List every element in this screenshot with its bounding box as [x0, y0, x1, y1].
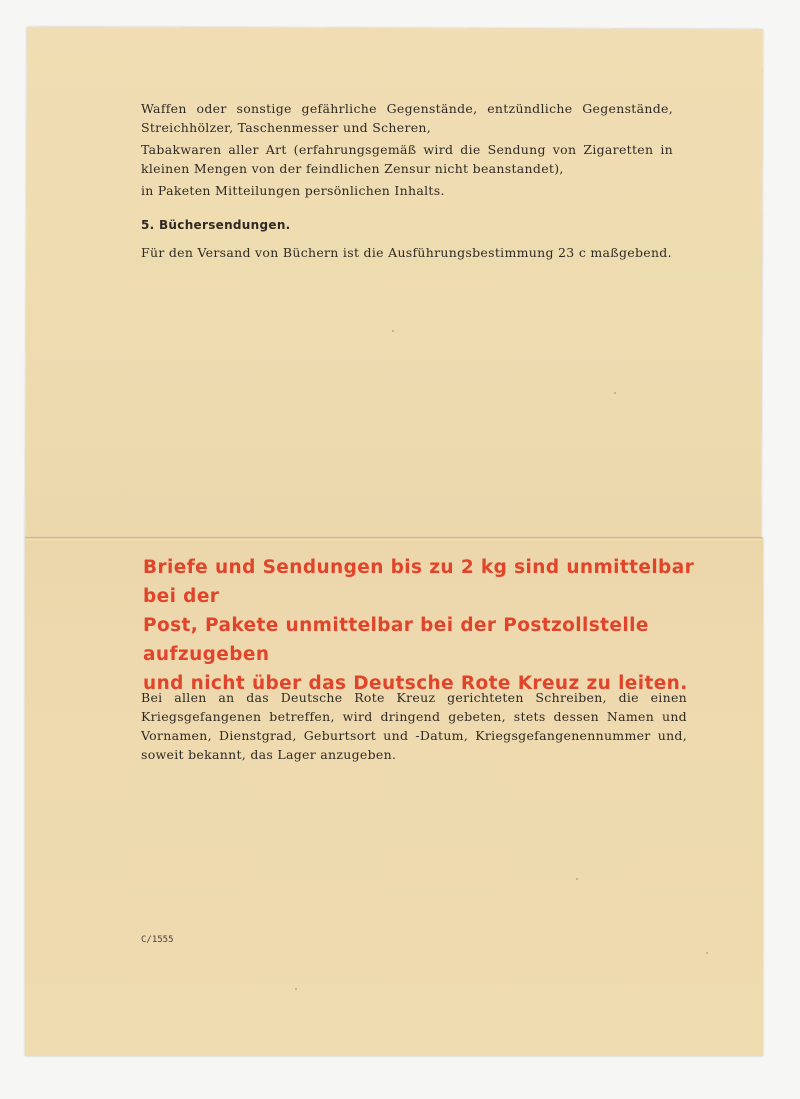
- section-heading-books: 5. Büchersendungen.: [141, 218, 291, 232]
- red-cross-notice: Bei allen an das Deutsche Rote Kreuz gerichteten Schreiben, die einen Kriegsgefangenen betreffen, wird dringend gebeten, stets dessen Namen und Vornamen, Dienstgrad, Geburtsort und -Datum, Kriegsgefangenennummer und, soweit bekannt, das Lager anzugeben.: [141, 690, 687, 762]
- warning-line-1: Briefe und Sendungen bis zu 2 kg sind unmittelbar bei der: [143, 557, 695, 607]
- paper-speck: [295, 988, 297, 990]
- prohibited-items-paragraph-3: in Paketen Mitteilungen persönlichen Inhalts.: [141, 183, 445, 198]
- paper-speck: [706, 952, 708, 954]
- warning-line-2: Post, Pakete unmittelbar bei der Postzollstelle aufzugeben: [143, 615, 649, 665]
- prohibited-items-paragraph-1: Waffen oder sonstige gefährliche Gegenstände, entzündliche Gegenstände, Streichhölzer, Taschenmesser und Scheren,: [141, 101, 673, 135]
- form-code: C/1555: [141, 935, 174, 945]
- paper-speck: [576, 878, 578, 880]
- top-text-block: [141, 99, 673, 265]
- notice-text-block: [141, 688, 687, 767]
- fold-line: [25, 537, 763, 540]
- paper-speck: [392, 330, 394, 332]
- prohibited-items-paragraph-2: Tabakwaren aller Art (erfahrungsgemäß wird die Sendung von Zigaretten in kleinen Mengen von der feindlichen Zensur nicht beanstandet),: [141, 142, 673, 176]
- section-text-books: Für den Versand von Büchern ist die Ausführungsbestimmung 23 c maßgebend.: [141, 245, 672, 260]
- paper-speck: [614, 392, 616, 394]
- red-warning-block: [143, 553, 703, 698]
- warning-line-3: und nicht über das Deutsche Rote Kreuz zu leiten.: [143, 673, 688, 694]
